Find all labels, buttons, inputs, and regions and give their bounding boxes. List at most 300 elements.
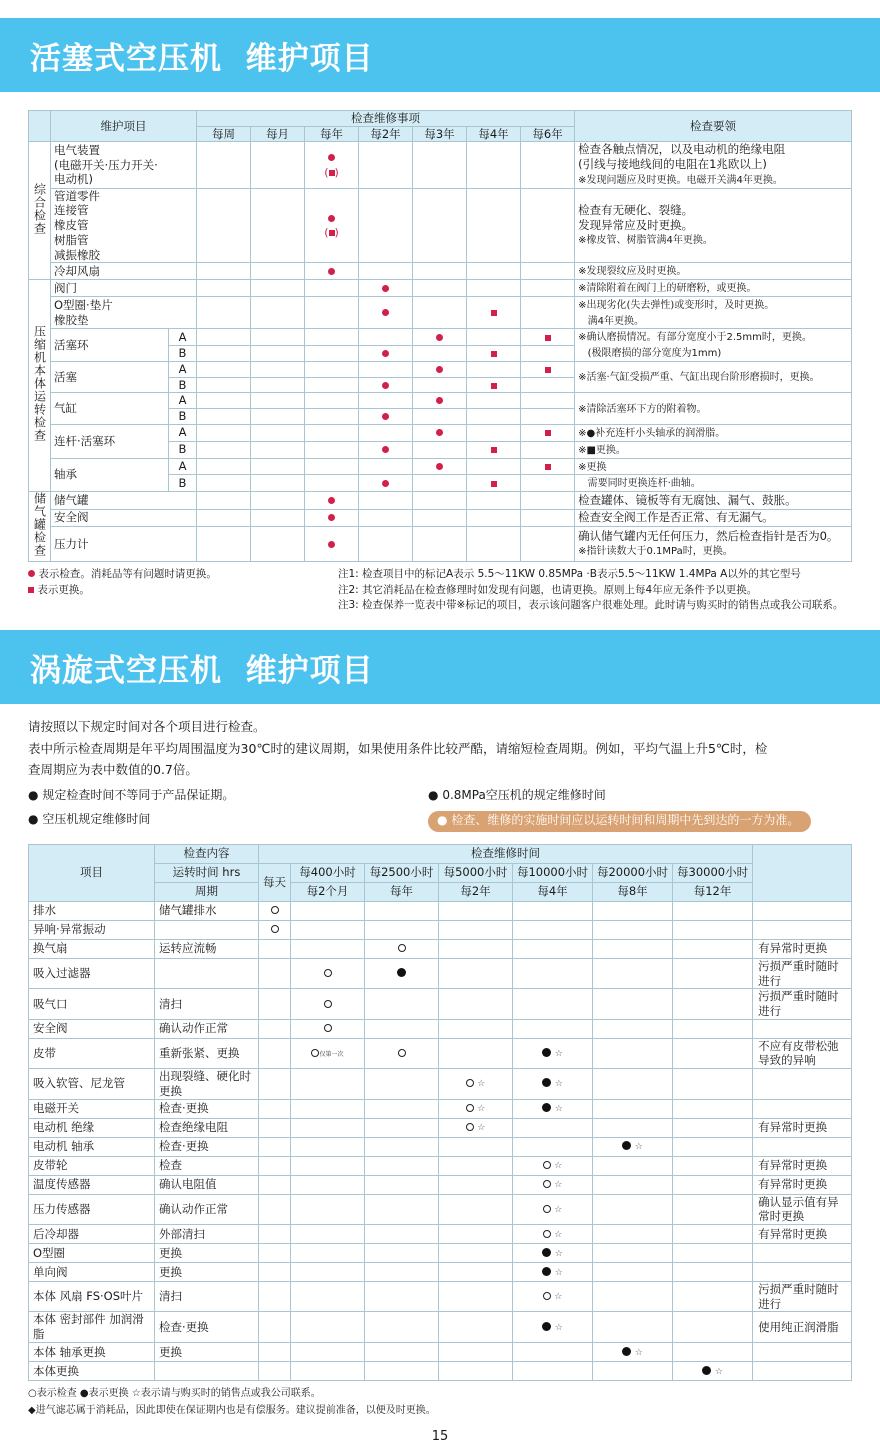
table-row: [29, 989, 852, 1019]
scroll-mark-cell-3: [513, 920, 593, 939]
scroll-daily-mark: [259, 1361, 291, 1380]
mark-cell-5: [467, 329, 521, 345]
table-row: [29, 1099, 852, 1118]
bullet-2: [428, 785, 852, 806]
inspection-note: ※活塞·气缸受损严重、气缸出现台阶形磨损时，更换。: [578, 372, 820, 384]
table-row: [29, 1224, 852, 1243]
dot-and-square-marker: [324, 212, 339, 240]
scroll-mark-cell-1: [365, 1137, 439, 1156]
section1-banner: [0, 18, 880, 92]
mark-cell-0: [197, 409, 251, 425]
scroll-row-hours-label: 运转时间 hrs: [155, 863, 259, 882]
mark-cell-4: [413, 280, 467, 297]
square-marker-icon: [545, 367, 551, 373]
scroll-remark: [753, 901, 852, 920]
parenthesized-square: ( ): [324, 226, 339, 240]
scroll-item-name: 本体 轴承更换: [29, 1342, 155, 1361]
scroll-item-content: 确认动作正常: [155, 1194, 259, 1224]
scroll-mark-cell-5: [673, 1224, 753, 1243]
table-row: [29, 1281, 852, 1311]
mark-cell-3: [359, 424, 413, 441]
mark-cell-3: [359, 263, 413, 280]
legend-dot-text: 表示检查。消耗品等有问题时请更换。: [38, 567, 217, 580]
mark-cell-4: [413, 409, 467, 425]
scroll-mark-cell-2: [439, 1038, 513, 1068]
col-periods-group-header: 检查维修事项: [197, 111, 575, 127]
star-marker-icon: ☆: [554, 1079, 563, 1090]
mark-cell-4: [413, 377, 467, 393]
scroll-mark-cell-4: [593, 1194, 673, 1224]
scroll-mark-cell-4: [593, 1118, 673, 1137]
scroll-remark: [753, 1361, 852, 1380]
scroll-mark-cell-3: [513, 1019, 593, 1038]
scroll-item-name: 电动机 绝缘: [29, 1118, 155, 1137]
scroll-mark-cell-3: [513, 1099, 593, 1118]
mark-cell-6: [521, 424, 575, 441]
col-cycle-1: 每年: [365, 882, 439, 901]
scroll-mark-cell-3: [513, 1342, 593, 1361]
scroll-mark-cell-2: [439, 1224, 513, 1243]
scroll-item-content: 重新张紧、更换: [155, 1038, 259, 1068]
mark-cell-4: [413, 263, 467, 280]
square-marker-icon: [491, 351, 497, 357]
scroll-mark-cell-0: [291, 1224, 365, 1243]
mark-cell-6: [521, 526, 575, 561]
corner-cell: [29, 111, 51, 142]
mark-cell-3: [359, 188, 413, 263]
scroll-item-name: 单向阀: [29, 1262, 155, 1281]
mark-cell-3: [359, 329, 413, 345]
mark-cell-3: [359, 296, 413, 329]
scroll-mark-cell-4: [593, 1069, 673, 1099]
circle-marker-icon: [398, 944, 406, 952]
mark-cell-1: [251, 526, 305, 561]
filled-circle-marker-icon: [702, 1366, 711, 1375]
star-marker-icon: ☆: [554, 1204, 563, 1215]
scroll-item-name: O型圈: [29, 1243, 155, 1262]
inspection-points: [575, 458, 852, 475]
scroll-mark-cell-5: [673, 958, 753, 988]
mark-cell-5: [467, 492, 521, 509]
variant-label: B: [169, 377, 197, 393]
scroll-mark-cell-1: [365, 1243, 439, 1262]
table-row: [29, 1038, 852, 1068]
scroll-mark-cell-0: [291, 1069, 365, 1099]
scroll-mark-cell-5: [673, 1361, 753, 1380]
variant-label: A: [169, 424, 197, 441]
mark-cell-1: [251, 142, 305, 188]
scroll-mark-cell-2: [439, 1118, 513, 1137]
scroll-item-name: 电动机 轴承: [29, 1137, 155, 1156]
scroll-remark: 有异常时更换: [753, 1175, 852, 1194]
mark-cell-5: [467, 345, 521, 361]
scroll-item-content: 清扫: [155, 989, 259, 1019]
col-cycle-2: 每2年: [439, 882, 513, 901]
section2-spacer: [0, 614, 880, 630]
col-hours-1: 每2500小时: [365, 863, 439, 882]
scroll-item-content: 确认动作正常: [155, 1019, 259, 1038]
mark-cell-1: [251, 280, 305, 297]
star-marker-icon: ☆: [477, 1123, 486, 1134]
inspection-note: ※■更换。: [578, 444, 626, 456]
scroll-col-daily-header: 每天: [259, 863, 291, 901]
mark-cell-5: [467, 458, 521, 475]
maintenance-item-name: 电气装置 (电磁开关·压力开关· 电动机): [51, 142, 197, 188]
piston-legend: [0, 562, 880, 614]
piston-table-head: [29, 111, 852, 142]
scroll-item-content: [155, 920, 259, 939]
scroll-daily-mark: [259, 1038, 291, 1068]
bullet-3: [28, 809, 428, 832]
table-row: [29, 526, 852, 561]
dot-marker-icon: [328, 215, 335, 222]
mark-cell-4: [413, 393, 467, 409]
scroll-remark: 使用纯正润滑脂: [753, 1312, 852, 1342]
group-label-1: [29, 280, 51, 492]
bullet-3-text: 空压机规定维修时间: [42, 812, 151, 827]
inspection-points: 检查安全阀工作是否正常、有无漏气。: [575, 509, 852, 526]
scroll-daily-mark: [259, 939, 291, 958]
square-marker-icon: [545, 464, 551, 470]
scroll-mark-cell-3: [513, 1156, 593, 1175]
scroll-mark-cell-2: [439, 1099, 513, 1118]
scroll-daily-mark: [259, 920, 291, 939]
maintenance-item-name: 冷却风扇: [51, 263, 197, 280]
col-hours-3: 每10000小时: [513, 863, 593, 882]
star-marker-icon: ☆: [477, 1079, 486, 1090]
filled-circle-marker-icon: [542, 1322, 551, 1331]
scroll-mark-cell-0: [291, 1243, 365, 1262]
mark-cell-3: [359, 475, 413, 492]
mark-cell-3: [359, 345, 413, 361]
star-marker-icon: ☆: [634, 1347, 643, 1358]
maintenance-item-name: 安全阀: [51, 509, 197, 526]
intro-line-3: 查周期应为表中数值的0.7倍。: [28, 762, 198, 778]
mark-cell-2: [305, 492, 359, 509]
mark-cell-1: [251, 458, 305, 475]
mark-cell-0: [197, 329, 251, 345]
star-marker-icon: ☆: [714, 1366, 723, 1377]
mark-cell-4: [413, 509, 467, 526]
scroll-mark-cell-3: [513, 1137, 593, 1156]
dot-marker-icon: [382, 285, 389, 292]
scroll-mark-cell-4: [593, 1361, 673, 1380]
inspection-note: ※清除附着在阀门上的研磨粉，或更换。: [578, 283, 757, 295]
filled-circle-marker-icon: [542, 1048, 551, 1057]
mark-cell-1: [251, 441, 305, 458]
scroll-mark-cell-0: [291, 939, 365, 958]
inspection-points: [575, 296, 852, 329]
table-row: [29, 509, 852, 526]
circle-marker-icon: [324, 1024, 332, 1032]
dot-marker-icon: [382, 480, 389, 487]
note-1: 注1: 检查项目中的标记A表示 5.5～11KW 0.85MPa ·B表示5.5～11KW 1.4MPa A以外的其它型号: [338, 567, 801, 580]
scroll-item-name: 吸入过滤器: [29, 958, 155, 988]
scroll-mark-cell-3: [513, 1175, 593, 1194]
scroll-item-name: 皮带: [29, 1038, 155, 1068]
scroll-mark-cell-3: [513, 1069, 593, 1099]
filled-circle-marker-icon: [542, 1103, 551, 1112]
scroll-mark-cell-5: [673, 1194, 753, 1224]
square-marker-icon: [491, 447, 497, 453]
scroll-daily-mark: [259, 1262, 291, 1281]
scroll-mark-cell-0: [291, 958, 365, 988]
mark-cell-2: [305, 424, 359, 441]
scroll-remark: [753, 1099, 852, 1118]
star-marker-icon: ☆: [477, 1104, 486, 1115]
col-hours-2: 每5000小时: [439, 863, 513, 882]
mark-cell-4: [413, 475, 467, 492]
mark-cell-2: [305, 393, 359, 409]
mark-cell-0: [197, 345, 251, 361]
table-row: [29, 1243, 852, 1262]
scroll-remark: 污损严重时随时进行: [753, 958, 852, 988]
inspection-note: ※●补充连杆小头轴承的润滑脂。: [578, 427, 726, 439]
inspection-note: ※确认磨损情况。有部分宽度小于2.5mm时，更换。 (极限磨损的部分宽度为1mm): [578, 332, 812, 360]
bullet-dot-icon-3: ●: [28, 812, 39, 827]
scroll-col-item-header: 项目: [29, 844, 155, 901]
square-marker-icon: [329, 230, 335, 236]
scroll-mark-cell-5: [673, 1342, 753, 1361]
star-marker-icon: ☆: [554, 1161, 563, 1172]
scroll-mark-cell-1: [365, 1262, 439, 1281]
scroll-mark-cell-0: [291, 1342, 365, 1361]
inspection-note: ※发现问题应及时更换。电磁开关满4年更换。: [578, 174, 783, 186]
star-marker-icon: ☆: [634, 1142, 643, 1153]
mark-cell-2: [305, 188, 359, 263]
mark-cell-3: [359, 509, 413, 526]
mark-cell-1: [251, 345, 305, 361]
mark-cell-4: [413, 329, 467, 345]
variant-label: A: [169, 458, 197, 475]
table-row: [29, 263, 852, 280]
mark-cell-0: [197, 424, 251, 441]
table-row: [29, 458, 852, 475]
maintenance-item-name: 阀门: [51, 280, 197, 297]
scroll-daily-mark: [259, 989, 291, 1019]
scroll-remark: 有异常时更换: [753, 1156, 852, 1175]
mark-cell-3: [359, 492, 413, 509]
mark-cell-5: [467, 280, 521, 297]
square-marker-icon: [491, 383, 497, 389]
scroll-mark-cell-1: [365, 1361, 439, 1380]
mark-cell-2: [305, 296, 359, 329]
scroll-table-head: [29, 844, 852, 901]
mark-cell-0: [197, 475, 251, 492]
mark-cell-5: [467, 441, 521, 458]
scroll-mark-cell-3: [513, 1038, 593, 1068]
scroll-mark-cell-3: [513, 901, 593, 920]
mark-cell-1: [251, 424, 305, 441]
dot-marker-icon: [382, 309, 389, 316]
group-label-text: 综合检查: [32, 182, 47, 235]
mark-cell-4: [413, 492, 467, 509]
mark-cell-2: [305, 509, 359, 526]
scroll-mark-cell-5: [673, 989, 753, 1019]
mark-cell-4: [413, 345, 467, 361]
mark-cell-2: [305, 362, 359, 378]
mark-cell-1: [251, 492, 305, 509]
scroll-remark: [753, 1137, 852, 1156]
mark-cell-0: [197, 362, 251, 378]
mark-cell-5: [467, 393, 521, 409]
dot-marker-icon: [28, 570, 35, 577]
mark-cell-6: [521, 409, 575, 425]
star-marker-icon: ☆: [554, 1322, 563, 1333]
scroll-col-remark-header: [753, 844, 852, 901]
dot-marker-icon: [382, 382, 389, 389]
scroll-mark-cell-1: [365, 1312, 439, 1342]
col-period-6: 每6年: [521, 126, 575, 142]
square-marker-icon: [28, 587, 34, 593]
variant-label: A: [169, 393, 197, 409]
mark-cell-5: [467, 409, 521, 425]
note-3: 注3: 检查保养一览表中带※标记的项目，表示该问题客户很难处理。此时请与购买时的销售点或我公司联系。: [338, 599, 844, 612]
bullet-2-text: 0.8MPa空压机的规定维修时间: [442, 787, 606, 802]
scroll-item-content: 更换: [155, 1262, 259, 1281]
square-marker-icon: [491, 310, 497, 316]
scroll-mark-cell-4: [593, 958, 673, 988]
filled-circle-marker-icon: [622, 1141, 631, 1150]
bullet-dot-icon-2: ●: [428, 787, 439, 802]
inspection-note: ※清除活塞环下方的附着物。: [578, 403, 707, 415]
table-row: [29, 188, 852, 263]
scroll-mark-cell-5: [673, 1099, 753, 1118]
pill-dot-icon: ●: [437, 813, 448, 828]
scroll-mark-cell-1: [365, 1118, 439, 1137]
col-period-5: 每4年: [467, 126, 521, 142]
dot-marker-icon: [328, 541, 335, 548]
dot-marker-icon: [436, 397, 443, 404]
inspection-note: 需要同时更换连杆·曲轴。: [578, 478, 701, 490]
section1-title: 活塞式空压机 维护项目: [30, 40, 374, 77]
variant-label: B: [169, 475, 197, 492]
mark-cell-1: [251, 377, 305, 393]
scroll-remark: [753, 1262, 852, 1281]
mark-cell-5: [467, 296, 521, 329]
scroll-daily-mark: [259, 1342, 291, 1361]
scroll-mark-cell-1: [365, 1038, 439, 1068]
mark-cell-4: [413, 458, 467, 475]
scroll-mark-cell-4: [593, 1019, 673, 1038]
circle-marker-icon: [543, 1180, 551, 1188]
mark-cell-3: [359, 409, 413, 425]
star-marker-icon: ☆: [554, 1248, 563, 1259]
mark-cell-6: [521, 441, 575, 458]
scroll-mark-cell-2: [439, 1194, 513, 1224]
mark-cell-3: [359, 526, 413, 561]
mark-cell-5: [467, 509, 521, 526]
star-marker-icon: ☆: [554, 1104, 563, 1115]
scroll-item-name: 安全阀: [29, 1019, 155, 1038]
mark-cell-2: [305, 409, 359, 425]
scroll-mark-cell-0: [291, 920, 365, 939]
scroll-mark-cell-3: [513, 1194, 593, 1224]
scroll-mark-cell-1: [365, 1342, 439, 1361]
square-marker-icon: [545, 430, 551, 436]
scroll-item-content: 检查绝缘电阻: [155, 1118, 259, 1137]
mark-cell-6: [521, 509, 575, 526]
maintenance-item-name: 活塞环: [51, 329, 169, 362]
scroll-mark-cell-0: [291, 989, 365, 1019]
piston-table-body: [29, 142, 852, 561]
col-points-header: 检查要领: [575, 111, 852, 142]
circle-marker-icon: [324, 969, 332, 977]
first-time-note: 仅第一次: [319, 1051, 344, 1059]
scroll-item-name: 后冷却器: [29, 1224, 155, 1243]
scroll-mark-cell-0: [291, 1099, 365, 1118]
inspection-points: [575, 329, 852, 362]
dot-marker-icon: [328, 268, 335, 275]
mark-cell-5: [467, 188, 521, 263]
inspection-points: 检查各触点情况，以及电动机的绝缘电阻 (引线与接地线间的电阻在1兆欧以上) ※发现问题应及时更换。电磁开关满4年更换。: [575, 142, 852, 188]
table-row: [29, 1175, 852, 1194]
scroll-item-content: 更换: [155, 1243, 259, 1262]
circle-marker-icon: [543, 1161, 551, 1169]
scroll-item-name: 压力传感器: [29, 1194, 155, 1224]
mark-cell-3: [359, 458, 413, 475]
scroll-mark-cell-0: [291, 1118, 365, 1137]
scroll-remark: 有异常时更换: [753, 939, 852, 958]
scroll-mark-cell-4: [593, 1038, 673, 1068]
star-marker-icon: ☆: [554, 1049, 563, 1060]
scroll-mark-cell-5: [673, 1137, 753, 1156]
scroll-item-content: 检查·更换: [155, 1137, 259, 1156]
scroll-mark-cell-1: [365, 1175, 439, 1194]
scroll-daily-mark: [259, 1312, 291, 1342]
scroll-mark-cell-2: [439, 1156, 513, 1175]
variant-label: B: [169, 441, 197, 458]
scroll-row-cycle-label: 周期: [155, 882, 259, 901]
table-row: [29, 329, 852, 345]
mark-cell-0: [197, 296, 251, 329]
mark-cell-1: [251, 362, 305, 378]
mark-cell-0: [197, 142, 251, 188]
intro-line-1: 请按照以下规定时间对各个项目进行检查。: [28, 719, 266, 735]
col-item-header: 维护项目: [51, 111, 197, 142]
bullet-1: [28, 785, 428, 806]
filled-circle-marker-icon: [542, 1078, 551, 1087]
dot-marker-icon: [328, 154, 335, 161]
scroll-mark-cell-0: [291, 901, 365, 920]
scroll-mark-cell-2: [439, 939, 513, 958]
filled-circle-marker-icon: [542, 1248, 551, 1257]
square-marker-icon: [329, 170, 335, 176]
scroll-mark-cell-1: [365, 1156, 439, 1175]
bullet-1-text: 规定检查时间不等同于产品保证期。: [42, 787, 235, 802]
scroll-mark-cell-5: [673, 1038, 753, 1068]
scroll-mark-cell-4: [593, 1137, 673, 1156]
table-row: [29, 1194, 852, 1224]
scroll-mark-cell-4: [593, 920, 673, 939]
mark-cell-1: [251, 509, 305, 526]
inspection-points: [575, 475, 852, 492]
mark-cell-6: [521, 296, 575, 329]
col-hours-5: 每30000小时: [673, 863, 753, 882]
scroll-remark: [753, 920, 852, 939]
intro-line-2: 表中所示检查周期是年平均周围温度为30℃时的建议周期，如果使用条件比较严酷，请缩短检查周期。例如，平均气温上升5℃时，检: [28, 740, 768, 756]
scroll-mark-cell-3: [513, 1262, 593, 1281]
scroll-item-content: 检查: [155, 1156, 259, 1175]
mark-cell-6: [521, 280, 575, 297]
scroll-mark-cell-5: [673, 901, 753, 920]
mark-cell-0: [197, 441, 251, 458]
scroll-mark-cell-4: [593, 1281, 673, 1311]
scroll-mark-cell-5: [673, 920, 753, 939]
dot-marker-icon: [382, 446, 389, 453]
piston-legend-left: [28, 567, 338, 614]
scroll-item-name: 换气扇: [29, 939, 155, 958]
